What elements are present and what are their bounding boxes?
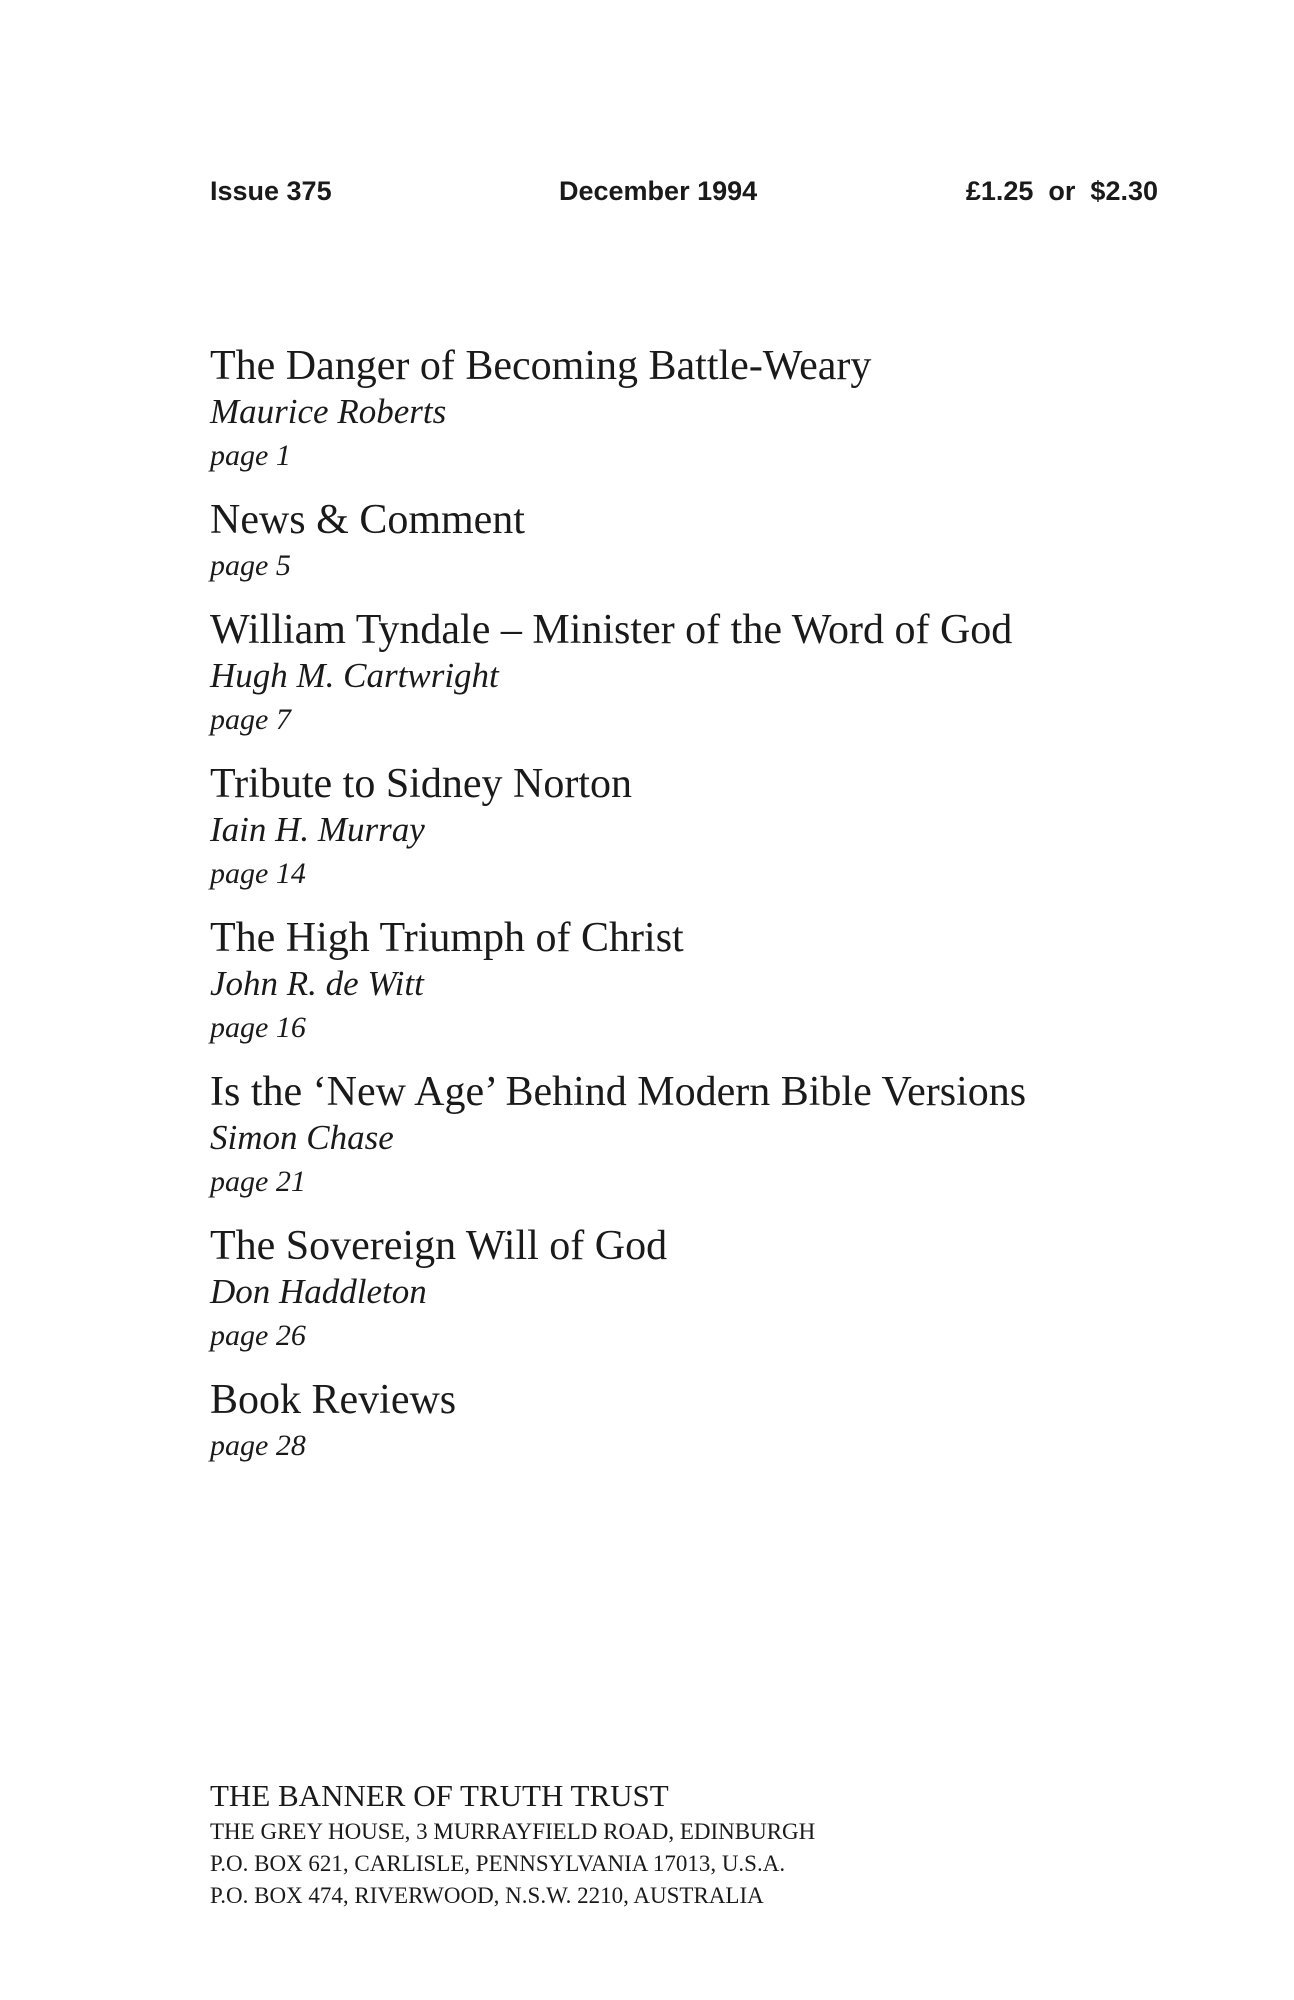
article-author: Maurice Roberts [210, 392, 447, 431]
contents-entry [210, 760, 1210, 896]
article-page: page 28 [210, 1429, 306, 1462]
publisher-name: THE BANNER OF TRUTH TRUST [210, 1778, 669, 1813]
article-page: page 14 [210, 857, 306, 890]
article-author: Hugh M. Cartwright [210, 656, 499, 695]
article-page: page 5 [210, 549, 291, 582]
article-author: John R. de Witt [210, 964, 424, 1003]
article-page: page 1 [210, 439, 291, 472]
article-title: The Sovereign Will of God [210, 1223, 668, 1269]
contents-entry [210, 342, 1210, 478]
contents-entry [210, 496, 1210, 588]
publisher-address: P.O. BOX 474, RIVERWOOD, N.S.W. 2210, AUSTRALIA [210, 1883, 764, 1908]
article-page: page 21 [210, 1165, 306, 1198]
issue-header [210, 176, 1158, 216]
contents-entry [210, 606, 1210, 742]
contents-entry [210, 1376, 1210, 1468]
article-title: Is the ‘New Age’ Behind Modern Bible Versions [210, 1069, 1027, 1115]
table-of-contents [210, 342, 1210, 1486]
issue-number: Issue 375 [210, 176, 332, 206]
contents-entry [210, 1222, 1210, 1358]
contents-entry [210, 1068, 1210, 1204]
issue-date: December 1994 [559, 176, 758, 206]
article-author: Simon Chase [210, 1118, 394, 1157]
contents-entry [210, 914, 1210, 1050]
article-page: page 16 [210, 1011, 306, 1044]
article-page: page 7 [210, 703, 291, 736]
issue-price: £1.25 or $2.30 [965, 176, 1158, 206]
publisher-address: THE GREY HOUSE, 3 MURRAYFIELD ROAD, EDINBURGH [210, 1819, 816, 1844]
article-author: Don Haddleton [210, 1272, 427, 1311]
article-title: The High Triumph of Christ [210, 915, 684, 961]
publisher-address: P.O. BOX 621, CARLISLE, PENNSYLVANIA 17013, U.S.A. [210, 1851, 786, 1876]
article-title: William Tyndale – Minister of the Word of God [210, 607, 1013, 653]
publisher-footer [210, 1776, 1210, 1912]
article-page: page 26 [210, 1319, 306, 1352]
article-title: News & Comment [210, 497, 525, 543]
article-author: Iain H. Murray [210, 810, 425, 849]
article-title: Tribute to Sidney Norton [210, 761, 632, 807]
article-title: Book Reviews [210, 1377, 457, 1423]
article-title: The Danger of Becoming Battle-Weary [210, 343, 872, 389]
